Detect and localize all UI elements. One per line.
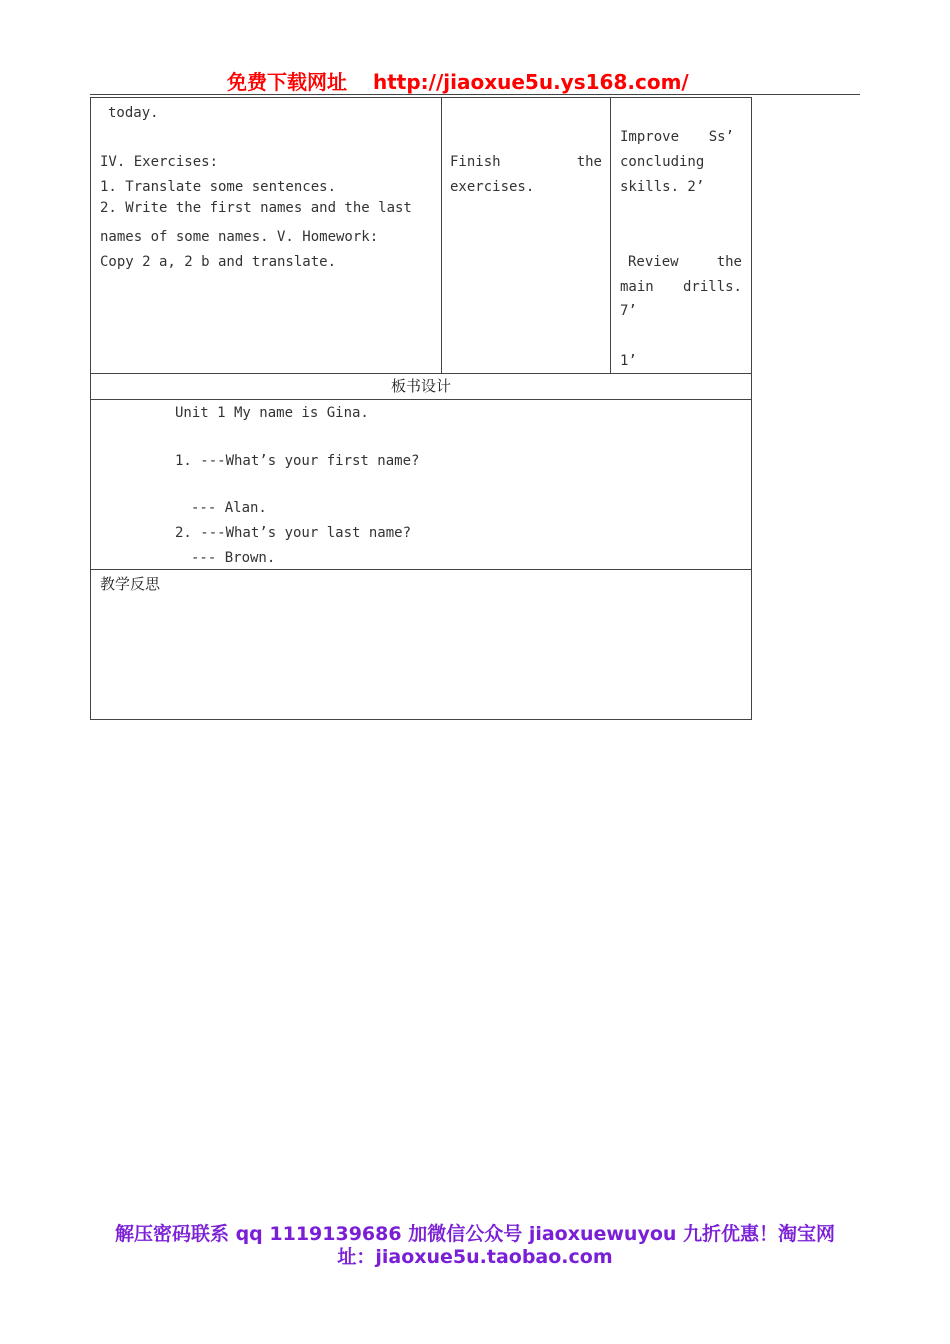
activity-word: the: [576, 154, 602, 170]
student-activity-cell: [442, 98, 611, 373]
board-design-title: 板书设计: [91, 374, 751, 400]
purpose-word: drills.: [682, 279, 742, 295]
header-rule: [90, 94, 860, 95]
board-answer-1: --- Alan.: [191, 500, 267, 516]
homework-line: names of some names. V. Homework:: [100, 229, 379, 245]
footer-line-2: 址：jiaoxue5u.taobao.com: [337, 1246, 613, 1268]
purpose-word: main: [620, 279, 654, 295]
step-text: today.: [108, 105, 159, 121]
board-design-content: [91, 400, 751, 570]
purpose-line-4: [628, 254, 742, 270]
header-label: 免费下载网址: [227, 70, 347, 94]
activity-line-2: exercises.: [450, 179, 535, 195]
time-label-1: 7’: [620, 303, 637, 319]
exercise-item-2: 2. Write the first names and the last: [100, 200, 412, 216]
purpose-line-1: [620, 129, 734, 145]
purpose-word: Ss’: [708, 129, 734, 145]
board-question-2: 2. ---What’s your last name?: [175, 525, 412, 541]
purpose-line-3: skills. 2’: [620, 179, 705, 195]
time-label-2: 1’: [620, 353, 637, 369]
homework-task: Copy 2 a, 2 b and translate.: [100, 254, 337, 270]
purpose-cell: [611, 98, 751, 373]
footer-line-1: 解压密码联系 qq 1119139686 加微信公众号 jiaoxuewuyou 九折优惠！淘宝网: [114, 1223, 836, 1245]
reflection-label: 教学反思: [100, 575, 161, 593]
activity-word: Finish: [450, 154, 501, 170]
purpose-word: Improve: [620, 129, 680, 145]
teaching-reflection-row: [91, 570, 751, 719]
board-unit-title: Unit 1 My name is Gina.: [175, 405, 369, 421]
exercises-heading: IV. Exercises:: [100, 154, 219, 170]
lesson-table: [90, 97, 752, 720]
purpose-word: Review: [628, 254, 679, 270]
header-url-link[interactable]: http://jiaoxue5u.ys168.com/: [373, 70, 689, 94]
purpose-word: the: [716, 254, 742, 270]
header-banner: [227, 66, 747, 94]
procedure-steps-cell: [91, 98, 442, 373]
purpose-line-2: concluding: [620, 154, 705, 170]
activity-line-1: [450, 154, 602, 170]
exercise-item-1: 1. Translate some sentences.: [100, 179, 337, 195]
board-question-1: 1. ---What’s your first name?: [175, 453, 420, 469]
procedure-row: [91, 98, 751, 374]
purpose-line-5: [620, 279, 742, 295]
board-answer-2: --- Brown.: [191, 550, 276, 566]
